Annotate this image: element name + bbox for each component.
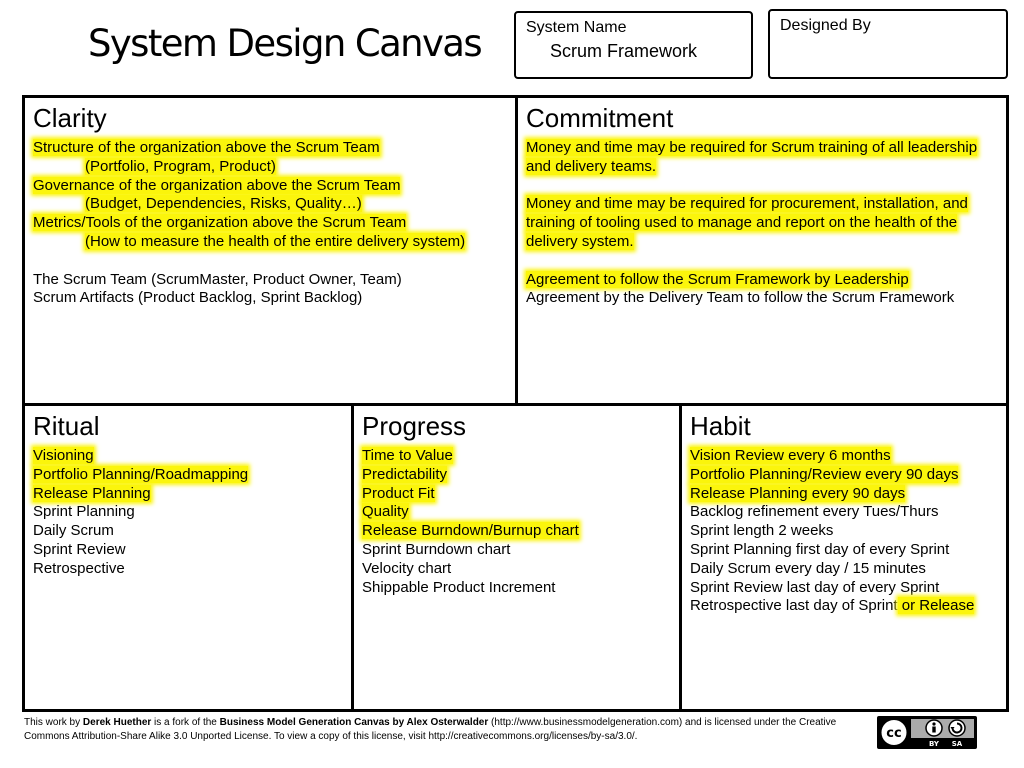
list-item bbox=[33, 560, 345, 579]
ritual-lines bbox=[33, 447, 345, 579]
list-item bbox=[690, 560, 1000, 579]
item-text: Sprint Review last day of every Sprint bbox=[690, 578, 940, 596]
list-item bbox=[526, 195, 1000, 214]
highlighted-text: (Portfolio, Program, Product) bbox=[85, 157, 276, 175]
item-text: Sprint Review bbox=[33, 540, 126, 558]
highlighted-text: Portfolio Planning/Roadmapping bbox=[33, 465, 249, 483]
designed-by-label: Designed By bbox=[780, 17, 871, 34]
highlighted-text: (Budget, Dependencies, Risks, Quality…) bbox=[85, 195, 362, 213]
highlighted-text: and delivery teams. bbox=[526, 157, 657, 175]
list-item bbox=[33, 177, 509, 196]
highlighted-text: Structure of the organization above the Scrum Team bbox=[33, 139, 380, 156]
item-text: Sprint Planning first day of every Sprint bbox=[690, 540, 950, 558]
item-text: Sprint Burndown chart bbox=[362, 540, 511, 558]
list-item bbox=[33, 541, 345, 560]
highlighted-text: Time to Value bbox=[362, 447, 453, 464]
item-text: Sprint Planning bbox=[33, 503, 135, 521]
item-text: Daily Scrum every day / 15 minutes bbox=[690, 559, 926, 577]
list-item bbox=[362, 447, 673, 466]
list-item bbox=[33, 139, 509, 158]
list-item bbox=[33, 271, 509, 290]
highlighted-text: Agreement to follow the Scrum Framework by Leadership bbox=[526, 270, 909, 288]
item-text: Backlog refinement every Tues/Thurs bbox=[690, 503, 939, 521]
list-item bbox=[690, 579, 1000, 598]
progress-title: Progress bbox=[362, 411, 467, 441]
footer-text-1: This work by bbox=[24, 717, 83, 728]
item-text: Shippable Product Increment bbox=[362, 578, 556, 596]
list-item bbox=[690, 485, 1000, 504]
list-item bbox=[33, 466, 345, 485]
list-item bbox=[33, 252, 509, 271]
progress-cell bbox=[354, 406, 679, 712]
highlighted-suffix: or Release bbox=[897, 597, 975, 615]
clarity-lines bbox=[33, 139, 509, 308]
highlighted-text: Vision Review every 6 months bbox=[690, 447, 891, 464]
list-item bbox=[362, 503, 673, 522]
list-item bbox=[362, 522, 673, 541]
highlighted-text: Governance of the organization above the Scrum Team bbox=[33, 176, 401, 194]
highlighted-text: Release Planning every 90 days bbox=[690, 484, 906, 502]
list-item bbox=[690, 447, 1000, 466]
canvas-grid bbox=[22, 95, 1009, 712]
list-item bbox=[690, 466, 1000, 485]
highlighted-text: Money and time may be required for procurement, installation, and bbox=[526, 195, 968, 213]
list-item bbox=[362, 485, 673, 504]
list-item bbox=[33, 485, 345, 504]
list-item bbox=[526, 177, 1000, 196]
list-item bbox=[690, 522, 1000, 541]
habit-title: Habit bbox=[690, 411, 751, 441]
item-text: Velocity chart bbox=[362, 559, 452, 577]
footer-text-2: is a fork of the bbox=[151, 717, 220, 728]
commitment-lines bbox=[526, 139, 1000, 308]
list-item bbox=[526, 233, 1000, 252]
highlighted-text: training of tooling used to manage and report on the health of the bbox=[526, 214, 958, 232]
highlighted-text: Portfolio Planning/Review every 90 days bbox=[690, 465, 959, 483]
list-item bbox=[33, 503, 345, 522]
highlighted-text: Money and time may be required for Scrum training of all leadership bbox=[526, 139, 978, 156]
list-item bbox=[690, 541, 1000, 560]
by-text: BY bbox=[928, 740, 940, 748]
highlighted-text: Release Burndown/Burnup chart bbox=[362, 522, 579, 540]
highlighted-text: Visioning bbox=[33, 447, 94, 464]
list-item bbox=[33, 233, 509, 252]
highlighted-text: Release Planning bbox=[33, 484, 151, 502]
item-text: Sprint length 2 weeks bbox=[690, 522, 834, 540]
highlighted-text: (How to measure the health of the entire delivery system) bbox=[85, 232, 466, 250]
item-text: The Scrum Team (ScrumMaster, Product Owner, Team) bbox=[33, 270, 402, 288]
list-item bbox=[526, 139, 1000, 158]
item-text: Daily Scrum bbox=[33, 522, 114, 540]
system-name-box bbox=[514, 11, 753, 79]
list-item bbox=[362, 466, 673, 485]
list-item bbox=[690, 503, 1000, 522]
list-item bbox=[33, 522, 345, 541]
progress-lines bbox=[362, 447, 673, 597]
list-item bbox=[526, 158, 1000, 177]
ritual-title: Ritual bbox=[33, 411, 100, 441]
designed-by-box bbox=[768, 9, 1008, 79]
item-text: Retrospective last day of Sprint bbox=[690, 597, 898, 615]
item-text: Retrospective bbox=[33, 559, 125, 577]
list-item bbox=[526, 271, 1000, 290]
clarity-cell bbox=[25, 98, 515, 403]
footer-work: Business Model Generation Canvas by Alex Osterwalder bbox=[219, 717, 489, 728]
highlighted-text: Predictability bbox=[362, 465, 448, 483]
list-item bbox=[362, 560, 673, 579]
list-item bbox=[526, 214, 1000, 233]
list-item bbox=[33, 447, 345, 466]
cc-text: cc bbox=[886, 726, 902, 741]
habit-cell bbox=[682, 406, 1006, 712]
footer-author: Derek Huether bbox=[82, 717, 152, 728]
item-text: Agreement by the Delivery Team to follow the Scrum Framework bbox=[526, 289, 955, 307]
highlighted-text: Metrics/Tools of the organization above the Scrum Team bbox=[33, 214, 407, 232]
cc-by-sa-badge bbox=[877, 716, 977, 749]
cc-by-sa-logo-icon bbox=[877, 716, 977, 749]
ritual-cell bbox=[25, 406, 351, 712]
list-item bbox=[362, 579, 673, 598]
list-item bbox=[526, 289, 1000, 308]
list-item bbox=[33, 289, 509, 308]
page-title: System Design Canvas bbox=[88, 22, 482, 65]
footer-text-3: (http://www.businessmodelgeneration.com) and is licensed under the Creative Commons Attribution-Share Alike 3.0 Unported License. To view a copy of this license, visit http://creativecommons.org/licenses/by-sa/3.0/. bbox=[24, 717, 837, 742]
license-footer bbox=[24, 716, 874, 744]
system-name-value: Scrum Framework bbox=[550, 41, 698, 61]
list-item bbox=[33, 158, 509, 177]
habit-lines bbox=[690, 447, 1000, 616]
commitment-title: Commitment bbox=[526, 103, 674, 133]
system-name-label: System Name bbox=[526, 19, 627, 36]
list-item bbox=[526, 252, 1000, 271]
highlighted-text: delivery system. bbox=[526, 232, 634, 250]
commitment-cell bbox=[518, 98, 1006, 403]
highlighted-text: Product Fit bbox=[362, 484, 435, 502]
highlighted-text: Quality bbox=[362, 503, 409, 521]
item-text: Scrum Artifacts (Product Backlog, Sprint Backlog) bbox=[33, 289, 363, 307]
list-item bbox=[33, 195, 509, 214]
list-item bbox=[690, 597, 1000, 616]
list-item bbox=[362, 541, 673, 560]
list-item bbox=[33, 214, 509, 233]
sa-text: SA bbox=[951, 740, 963, 748]
clarity-title: Clarity bbox=[33, 103, 107, 133]
